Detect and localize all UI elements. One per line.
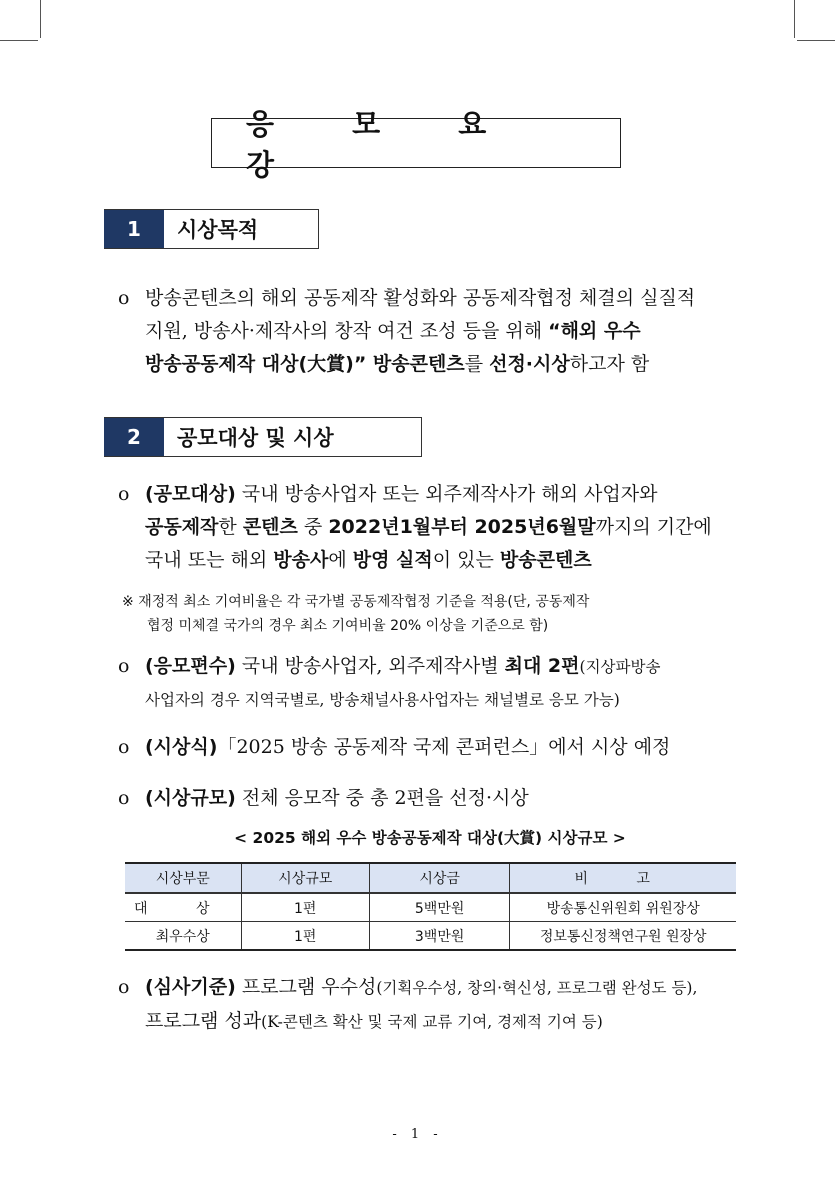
count-head: (응모편수) xyxy=(145,655,236,677)
target-l2b: 한 xyxy=(218,516,243,538)
purpose-line-3b: 를 xyxy=(464,353,490,375)
criteria-l1a: 프로그램 우수성 xyxy=(235,976,377,998)
purpose-line-3c: 선정·시상 xyxy=(489,353,570,375)
section-label: 시상목적 xyxy=(177,218,259,242)
table-header: 시상부문 xyxy=(125,863,241,893)
table-cell: 방송통신위원회 위원장상 xyxy=(510,893,736,922)
table-cell: 1편 xyxy=(241,893,369,922)
target-l3e: 이 있는 xyxy=(432,549,500,571)
purpose-line-2b: “해외 우수 xyxy=(548,320,641,342)
target-l2e: 2022년1월부터 2025년6월말 xyxy=(328,516,596,538)
crop-mark-top-right-h xyxy=(797,40,835,41)
note-line-2: 협정 미체결 국가의 경우 최소 기여비율 20% 이상을 기준으로 함) xyxy=(147,618,549,634)
purpose-line-2a: 지원, 방송사·제작사의 창작 여건 조성 등을 위해 xyxy=(145,320,549,342)
section-label: 공모대상 및 시상 xyxy=(177,426,334,450)
scale-head: (시상규모) xyxy=(145,787,236,809)
target-line-1: 국내 방송사업자 또는 외주제작사가 해외 사업자와 xyxy=(235,483,658,505)
page-number: - 1 - xyxy=(392,1127,443,1142)
scale-text: 전체 응모작 중 총 2편을 선정·시상 xyxy=(235,787,529,809)
table-row xyxy=(125,922,736,951)
target-l2f: 까지의 기간에 xyxy=(595,516,712,538)
criteria-l2b: (K-콘텐츠 확산 및 국제 교류 기여, 경제적 기여 등) xyxy=(261,1013,603,1031)
criteria-l2a: 프로그램 성과 xyxy=(145,1010,262,1032)
table-cell: 최우수상 xyxy=(125,922,241,951)
note-mark: ※ xyxy=(122,594,134,610)
target-l2a: 공동제작 xyxy=(145,516,219,538)
table-header: 시상규모 xyxy=(241,863,369,893)
count-l1a: 국내 방송사업자, 외주제작사별 xyxy=(235,655,505,677)
target-l3b: 방송사 xyxy=(273,549,329,571)
bullet: o xyxy=(118,976,130,998)
bullet: o xyxy=(118,287,130,309)
bullet: o xyxy=(118,787,130,809)
crop-mark-top-right-v xyxy=(794,0,795,38)
target-l2d: 중 xyxy=(297,516,329,538)
criteria-head: (심사기준) xyxy=(145,976,236,998)
table-cell: 3백만원 xyxy=(369,922,510,951)
criteria-paragraph xyxy=(118,971,758,1039)
table-cell: 5백만원 xyxy=(369,893,510,922)
bullet: o xyxy=(118,483,130,505)
count-l1c: (지상파방송 xyxy=(579,658,661,676)
ceremony-text: 「2025 방송 공동제작 국제 콘퍼런스」에서 시상 예정 xyxy=(217,736,671,758)
section-number: 2 xyxy=(104,418,164,456)
count-paragraph xyxy=(118,650,758,717)
target-l3f: 방송콘텐츠 xyxy=(499,549,592,571)
table-cell: 대 상 xyxy=(125,893,241,922)
table-cell: 정보통신정책연구원 원장상 xyxy=(510,922,736,951)
table-cell: 1편 xyxy=(241,922,369,951)
crop-mark-top-left-v xyxy=(40,0,41,38)
purpose-line-3a: 방송공동제작 대상(大賞)” 방송콘텐츠 xyxy=(145,353,465,375)
target-head: (공모대상) xyxy=(145,483,236,505)
table-header: 비 고 xyxy=(510,863,736,893)
target-l3c: 에 xyxy=(328,549,353,571)
target-paragraph xyxy=(118,478,758,577)
section-header-1 xyxy=(104,209,319,249)
award-table xyxy=(125,862,736,951)
purpose-paragraph xyxy=(118,282,758,381)
target-l2c: 콘텐츠 xyxy=(242,516,298,538)
purpose-line-3d: 하고자 함 xyxy=(569,353,650,375)
scale-paragraph xyxy=(118,782,758,815)
page-title: 응 모 요 강 xyxy=(211,118,621,168)
crop-mark-top-left-h xyxy=(0,40,38,41)
section-number: 1 xyxy=(104,210,164,248)
target-l3a: 국내 또는 해외 xyxy=(145,549,274,571)
table-header: 시상금 xyxy=(369,863,510,893)
bullet: o xyxy=(118,736,130,758)
award-table-caption: < 2025 해외 우수 방송공동제작 대상(大賞) 시상규모 > xyxy=(234,829,626,847)
purpose-line-1: 방송콘텐츠의 해외 공동제작 활성화와 공동제작협정 체결의 실질적 xyxy=(145,287,696,309)
ceremony-paragraph xyxy=(118,731,758,764)
contribution-note xyxy=(122,590,762,638)
count-line-2: 사업자의 경우 지역국별로, 방송채널사용사업자는 채널별로 응모 가능) xyxy=(145,691,620,709)
criteria-l1b: (기획우수성, 창의·혁신성, 프로그램 완성도 등), xyxy=(376,979,698,997)
bullet: o xyxy=(118,655,130,677)
ceremony-head: (시상식) xyxy=(145,736,218,758)
target-l3d: 방영 실적 xyxy=(352,549,433,571)
table-row xyxy=(125,893,736,922)
table-header-row xyxy=(125,863,736,893)
section-header-2 xyxy=(104,417,422,457)
count-l1b: 최대 2편 xyxy=(504,655,580,677)
note-line-1: 재정적 최소 기여비율은 각 국가별 공동제작협정 기준을 적용(단, 공동제작 xyxy=(138,594,590,610)
